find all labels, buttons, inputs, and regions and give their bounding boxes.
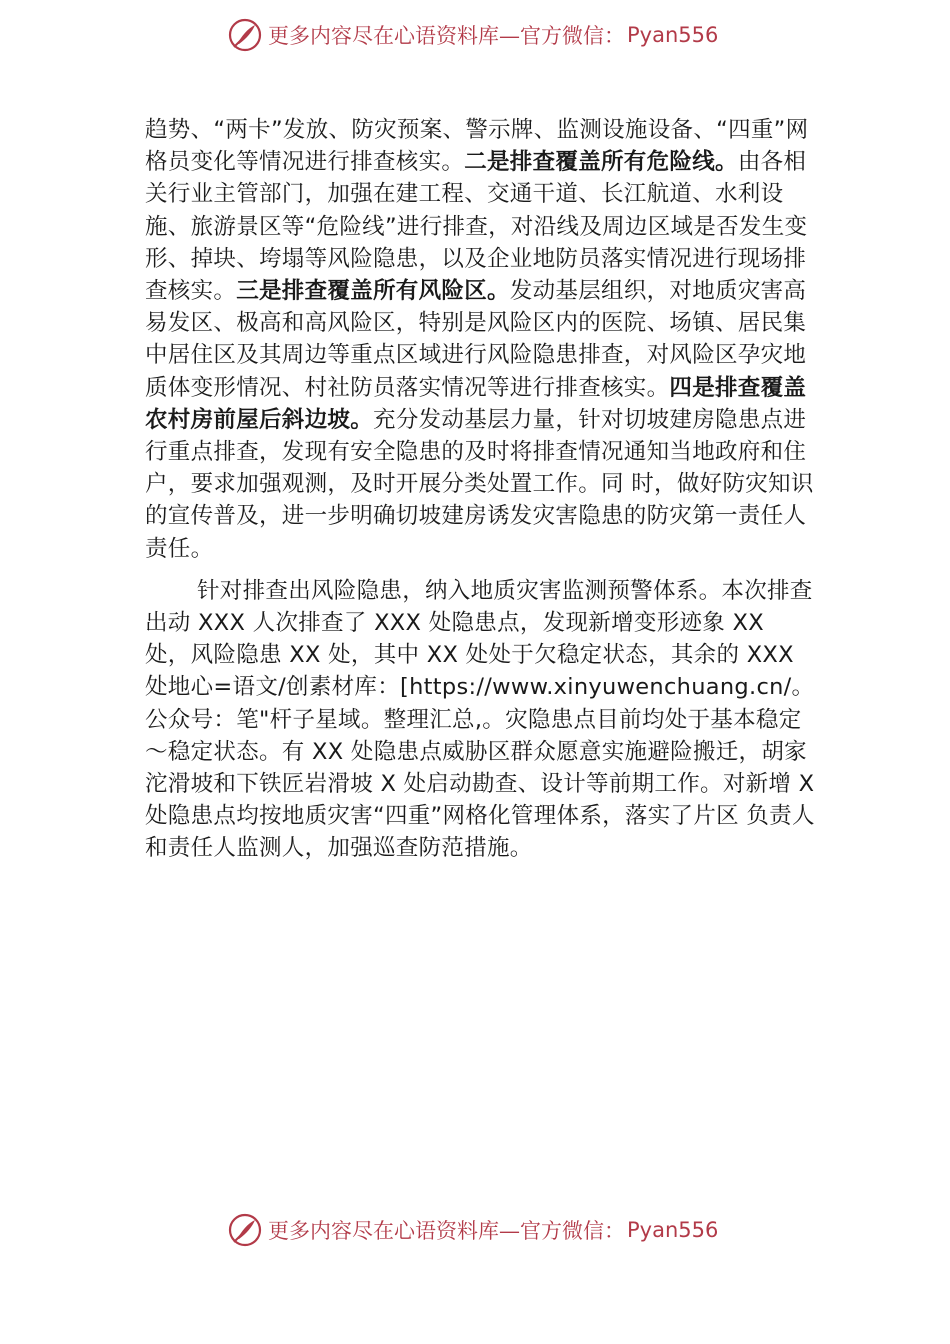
body-text: 充分发动基层力量，针对切坡建房隐患点进行重点排查，发现有安全隐患的及时将排查情况通知当地政府和住户，要求加强观测，及时开展分类处置工作。同 时，做好防灾知识的宣传普及，进一步明确切坡建房诱发灾害隐患的防灾第一责任人责任。 xyxy=(145,406,814,562)
footer-watermark xyxy=(228,1212,718,1248)
watermark-text: 更多内容尽在心语资料库—官方微信： xyxy=(268,24,625,48)
wechat-id: Pyan556 xyxy=(627,23,719,47)
quill-logo-icon xyxy=(228,1213,262,1247)
body-text: 发动基层组织，对地质灾害高易发区、极高和高风险区，特别是风险区内的医院、场镇、居民集中居住区及其周边等重点区域进行风险隐患排查，对风险区孕灾地质体变形情况、村社防员落实情况等进行排查核实。 xyxy=(145,278,807,401)
body-text: 趋势、“两卡”发放、防灾预案、警示牌、监测设施设备、“四重”网格员变化等情况进行排查核实。 xyxy=(145,117,809,176)
watermark-text: 更多内容尽在心语资料库—官方微信： xyxy=(268,1219,625,1243)
document-body xyxy=(145,114,815,865)
paragraph-investigation-scope xyxy=(145,114,815,565)
bold-point-rural-slopes: 四是排查覆盖农村房前屋后斜边坡。 xyxy=(145,374,807,433)
body-text: 针对排查出风险隐患，纳入地质灾害监测预警体系。本次排查出动 XXX 人次排查了 XXX 处隐患点，发现新增变形迹象 XX 处，风险隐患 XX 处，其中 XX 处处于欠稳定状态，其余的 XXX 处地心=语文/创素材库： xyxy=(145,577,813,701)
bold-point-danger-lines: 二是排查覆盖所有危险线。 xyxy=(464,149,738,176)
body-text: 由各相关行业主管部门，加强在建工程、交通干道、长江航道、水利设施、旅游景区等“危险线”进行排查，对沿线及周边区域是否发生变形、掉块、垮塌等风险隐患，以及企业地防员落实情况进行现场排查核实。 xyxy=(145,149,808,305)
paragraph-results-application xyxy=(145,575,815,865)
bold-point-risk-zones: 三是排查覆盖所有风险区。 xyxy=(236,278,510,305)
body-text: [https://www.xinyuwenchuang.cn/。公众号：笔"杆子星域。整理汇总,。灾隐患点目前均处于基本稳定～稳定状态。有 XX 处隐患点威胁区群众愿意实施避险搬迁，胡家沱滑坡和下铁匠岩滑坡 X 处启动勘查、设计等前期工作。对新增 X 处隐患点均按地质灾害“四重”网格化管理体系，落实了片区 负责人和责任人监测人，加强巡查防范措施。 xyxy=(145,674,815,862)
wechat-id: Pyan556 xyxy=(627,1218,719,1242)
quill-logo-icon xyxy=(228,18,262,52)
header-watermark xyxy=(228,17,718,53)
